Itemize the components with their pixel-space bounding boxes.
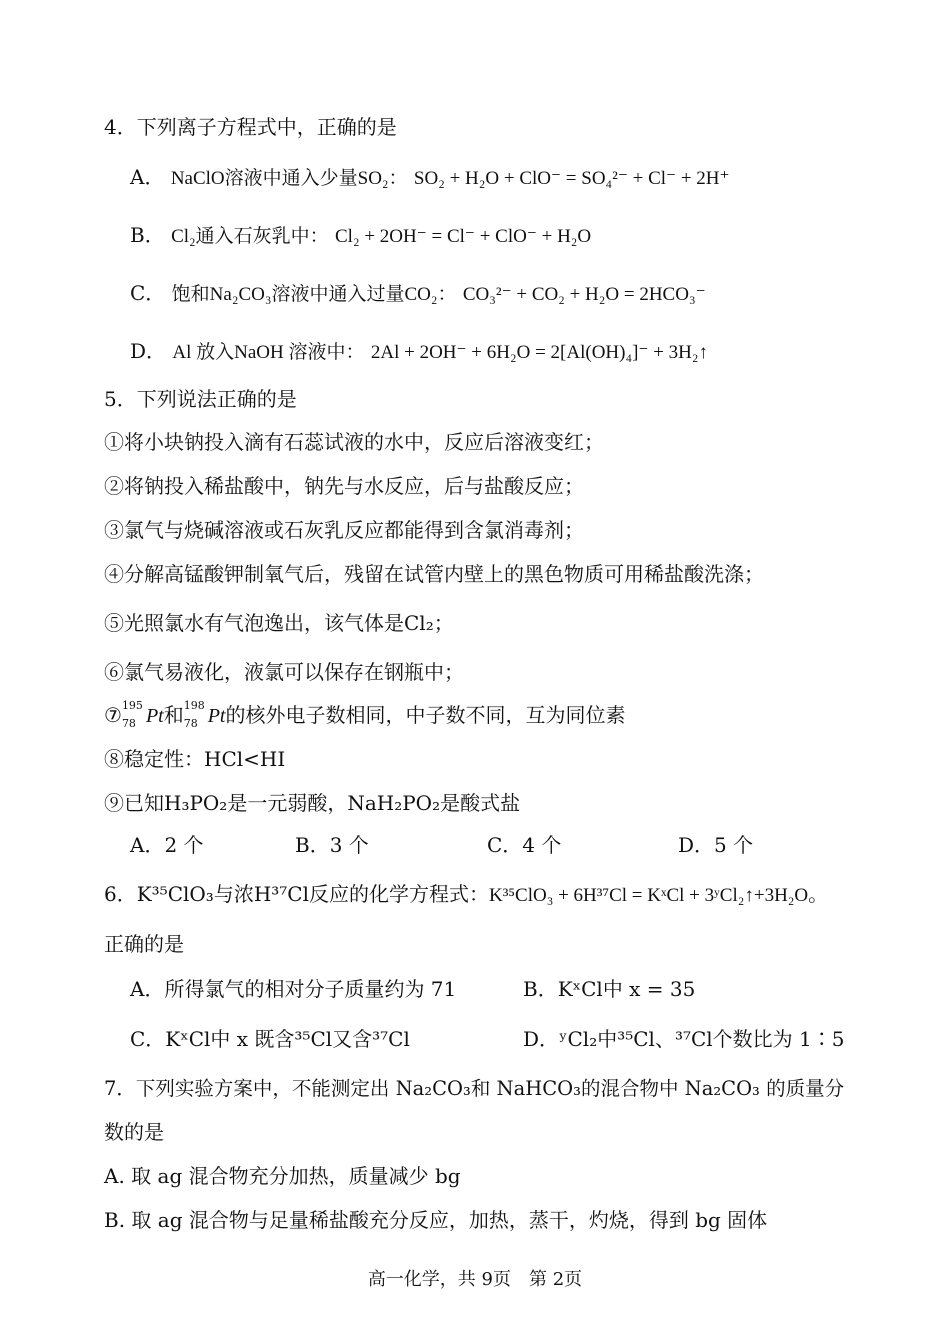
q5-choice-d: D．5 个 [678,833,754,857]
q6-option-b: B．KˣCl中 x = 35 [523,977,696,1001]
q4-c-text: 饱和Na₂CO₃溶液中通入过量CO₂： [171,284,457,305]
q6-options-row2 [130,1026,850,1052]
q4-b-equation: Cl₂ + 2OH⁻ = Cl⁻ + ClO⁻ + H₂O [335,226,592,247]
pt-198-mass: 198 [183,698,205,712]
page-footer: 高一化学，共 9页 第 2页 [367,1269,583,1290]
q4-d-text: Al 放入NaOH 溶液中： [172,342,365,363]
q5-item-6: ⑥氯气易液化，液氯可以保存在钢瓶中； [104,660,464,684]
pt-198-nuclide [183,698,208,730]
q5-choice-b: B．3 个 [295,833,369,857]
q4-option-b [130,222,591,250]
q5-item-5: ⑤光照氯水有气泡逸出，该气体是Cl₂； [104,611,454,635]
q4-option-c [130,280,706,308]
q4-b-label: B． [130,223,165,247]
q6-option-c: C．KˣCl中 x 既含³⁵Cl又含³⁷Cl [130,1027,410,1051]
q6-option-a: A．所得氯气的相对分子质量约为 71 [130,977,457,1001]
q5-item-7 [104,698,626,730]
q4-b-text: Cl₂通入石灰乳中： [171,226,329,247]
q6-stem-line2: 正确的是 [104,932,184,956]
q5-choices [130,832,830,858]
pt-198-number: 78 [183,716,198,730]
q6-stem [104,881,828,909]
pt-195-symbol: Pt [145,705,164,727]
q4-c-label: C． [130,281,166,305]
q4-d-equation: 2Al + 2OH⁻ + 6H₂O = 2[Al(OH)₄]⁻ + 3H₂↑ [370,342,709,363]
pt-195-nuclide [121,698,146,730]
q4-c-equation: CO₃²⁻ + CO₂ + H₂O = 2HCO₃⁻ [462,284,706,305]
q7-stem-line2: 数的是 [104,1120,164,1144]
q5-item-1: ①将小块钠投入滴有石蕊试液的水中，反应后溶液变红； [104,430,604,454]
pt-198-symbol: Pt [207,705,226,727]
q6-stem-equation: K³⁵ClO₃ + 6H³⁷Cl = KˣCl + 3ʸCl₂↑+3H₂O [489,885,809,906]
q4-a-text: NaClO溶液中通入少量SO₂： [170,168,408,189]
q4-d-label: D． [130,339,167,363]
q6-stem-prefix: 6．K³⁵ClO₃与浓H³⁷Cl反应的化学方程式： [104,882,489,906]
q5-choice-c: C．4 个 [487,833,562,857]
q5-item-9: ⑨已知H₃PO₂是一元弱酸，NaH₂PO₂是酸式盐 [104,791,521,815]
q6-options-row1 [130,976,850,1002]
q6-stem-end: 。 [808,882,829,906]
q5-item-7-mid: 和 [163,703,184,727]
q4-a-label: A． [130,165,165,189]
q5-item-4: ④分解高锰酸钾制氧气后，残留在试管内壁上的黑色物质可用稀盐酸洗涤； [104,562,764,586]
q4-a-equation: SO₂ + H₂O + ClO⁻ = SO₄²⁻ + Cl⁻ + 2H⁺ [413,168,730,189]
pt-195-mass: 195 [121,698,143,712]
q5-stem: 5．下列说法正确的是 [104,387,297,411]
q5-item-2: ②将钠投入稀盐酸中，钠先与水反应，后与盐酸反应； [104,474,584,498]
q5-item-8: ⑧稳定性：HCl<HI [104,747,286,771]
q5-item-3: ③氯气与烧碱溶液或石灰乳反应都能得到含氯消毒剂； [104,518,584,542]
q5-choice-a: A．2 个 [130,833,204,857]
q7-stem: 7．下列实验方案中，不能测定出 Na₂CO₃和 NaHCO₃的混合物中 Na₂CO₃ 的质量分 [104,1077,845,1100]
q5-item-7-suffix: 的核外电子数相同，中子数不同，互为同位素 [225,703,626,727]
q7-option-a: A. 取 ag 混合物充分加热，质量减少 bg [104,1164,461,1188]
q4-option-d [130,338,708,366]
pt-195-number: 78 [121,716,136,730]
q4-stem: 4．下列离子方程式中，正确的是 [104,115,397,139]
q6-option-d: D．ʸCl₂中³⁵Cl、³⁷Cl个数比为 1∶5 [523,1027,845,1051]
q5-item-7-prefix: ⑦ [104,703,122,727]
q4-option-a [130,164,730,192]
q7-option-b: B. 取 ag 混合物与足量稀盐酸充分反应，加热，蒸干，灼烧，得到 bg 固体 [104,1208,768,1232]
